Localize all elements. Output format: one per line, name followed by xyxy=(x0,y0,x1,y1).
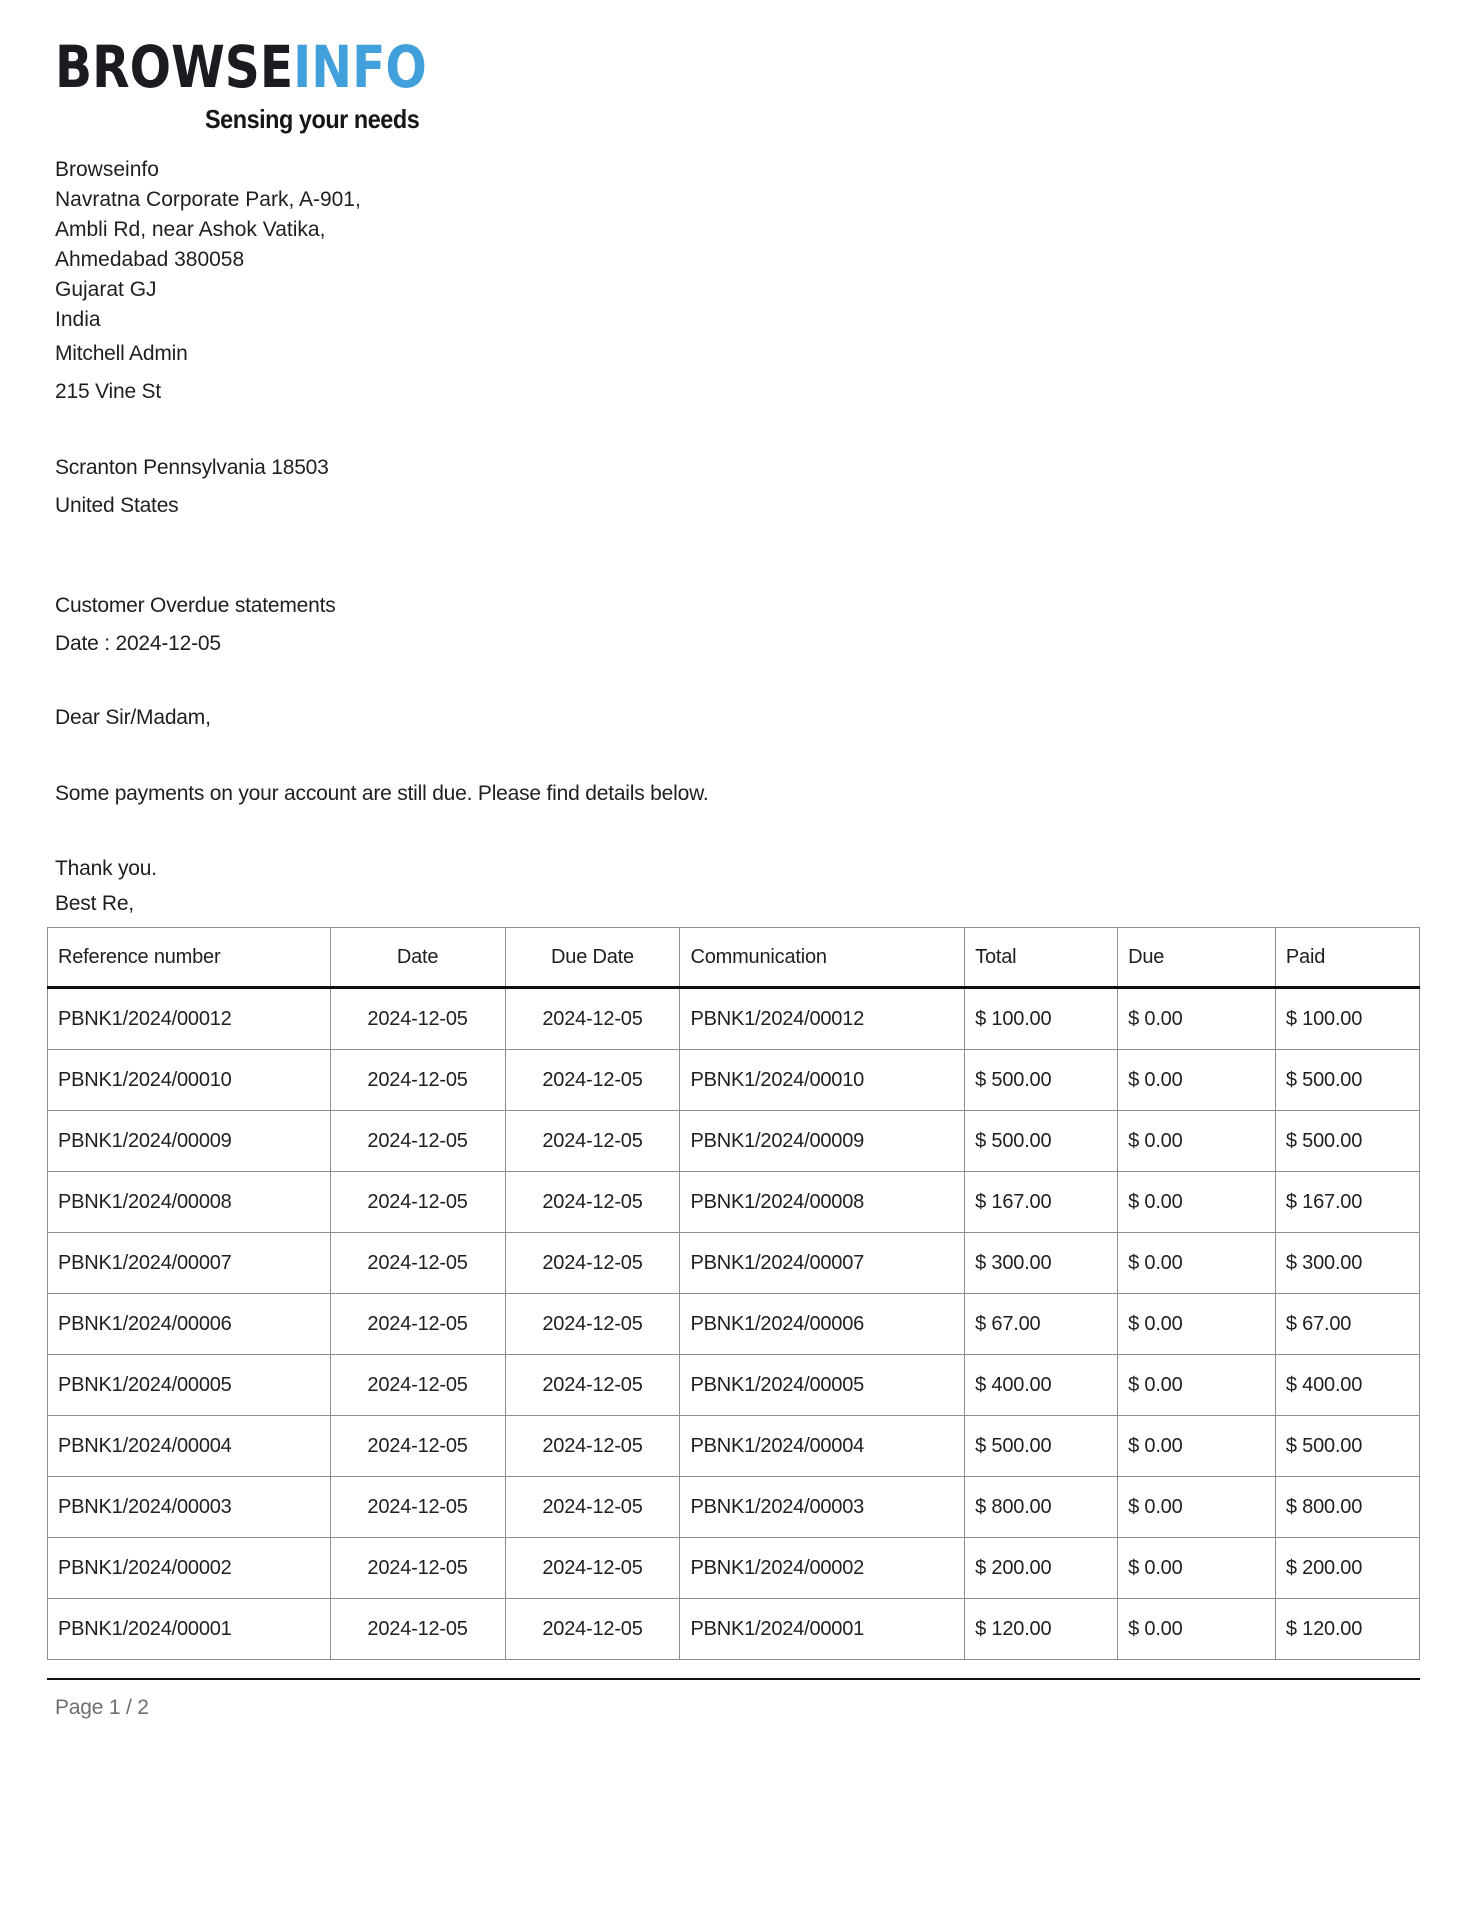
statement-date: Date : 2024-12-05 xyxy=(55,632,221,655)
statement-subject-block xyxy=(55,587,1420,663)
cell-due-date: 2024-12-05 xyxy=(505,1111,680,1172)
table-row xyxy=(48,1111,1420,1172)
statement-body-text: Some payments on your account are still due. Please find details below. xyxy=(55,782,709,805)
cell-paid: $ 400.00 xyxy=(1275,1355,1419,1416)
cell-total: $ 500.00 xyxy=(965,1050,1118,1111)
logo-text-blue: INFO xyxy=(293,33,427,101)
header-date: Date xyxy=(330,928,505,988)
overdue-statement-table xyxy=(47,927,1420,1660)
table-row xyxy=(48,1477,1420,1538)
cell-paid: $ 500.00 xyxy=(1275,1416,1419,1477)
cell-paid: $ 167.00 xyxy=(1275,1172,1419,1233)
table-header-row xyxy=(48,928,1420,988)
table-row xyxy=(48,1172,1420,1233)
cell-total: $ 200.00 xyxy=(965,1538,1118,1599)
cell-due-date: 2024-12-05 xyxy=(505,1233,680,1294)
cell-due: $ 0.00 xyxy=(1118,1599,1276,1660)
cell-total: $ 120.00 xyxy=(965,1599,1118,1660)
company-address-block xyxy=(55,155,1420,335)
cell-due-date: 2024-12-05 xyxy=(505,1050,680,1111)
cell-paid: $ 120.00 xyxy=(1275,1599,1419,1660)
cell-date: 2024-12-05 xyxy=(330,1294,505,1355)
cell-communication: PBNK1/2024/00009 xyxy=(680,1111,965,1172)
cell-date: 2024-12-05 xyxy=(330,1050,505,1111)
cell-date: 2024-12-05 xyxy=(330,1599,505,1660)
cell-communication: PBNK1/2024/00001 xyxy=(680,1599,965,1660)
cell-paid: $ 500.00 xyxy=(1275,1111,1419,1172)
table-row xyxy=(48,1599,1420,1660)
greeting-line: Dear Sir/Madam, xyxy=(55,706,211,729)
cell-total: $ 300.00 xyxy=(965,1233,1118,1294)
cell-total: $ 67.00 xyxy=(965,1294,1118,1355)
cell-total: $ 800.00 xyxy=(965,1477,1118,1538)
cell-due-date: 2024-12-05 xyxy=(505,988,680,1050)
cell-communication: PBNK1/2024/00003 xyxy=(680,1477,965,1538)
customer-country: United States xyxy=(55,494,179,517)
closing-block xyxy=(55,851,1420,921)
customer-address-block xyxy=(55,335,1420,525)
header-communication: Communication xyxy=(680,928,965,988)
header-total: Total xyxy=(965,928,1118,988)
cell-total: $ 500.00 xyxy=(965,1111,1118,1172)
cell-due-date: 2024-12-05 xyxy=(505,1294,680,1355)
cell-date: 2024-12-05 xyxy=(330,1111,505,1172)
cell-paid: $ 800.00 xyxy=(1275,1477,1419,1538)
thank-you-line: Thank you. xyxy=(55,857,157,880)
table-row xyxy=(48,1416,1420,1477)
header-due: Due xyxy=(1118,928,1276,988)
cell-communication: PBNK1/2024/00005 xyxy=(680,1355,965,1416)
cell-communication: PBNK1/2024/00004 xyxy=(680,1416,965,1477)
cell-due: $ 0.00 xyxy=(1118,1538,1276,1599)
signoff-line: Best Re, xyxy=(55,892,134,915)
footer-divider xyxy=(47,1678,1420,1680)
cell-reference-number: PBNK1/2024/00008 xyxy=(48,1172,331,1233)
cell-paid: $ 67.00 xyxy=(1275,1294,1419,1355)
cell-reference-number: PBNK1/2024/00012 xyxy=(48,988,331,1050)
cell-due: $ 0.00 xyxy=(1118,1172,1276,1233)
cell-total: $ 100.00 xyxy=(965,988,1118,1050)
cell-due: $ 0.00 xyxy=(1118,1111,1276,1172)
cell-communication: PBNK1/2024/00002 xyxy=(680,1538,965,1599)
cell-reference-number: PBNK1/2024/00005 xyxy=(48,1355,331,1416)
company-address-line: Gujarat GJ xyxy=(55,278,157,301)
cell-reference-number: PBNK1/2024/00007 xyxy=(48,1233,331,1294)
cell-reference-number: PBNK1/2024/00002 xyxy=(48,1538,331,1599)
table-row xyxy=(48,1294,1420,1355)
logo-text-dark: BROWSE xyxy=(55,33,294,101)
cell-due-date: 2024-12-05 xyxy=(505,1538,680,1599)
cell-due: $ 0.00 xyxy=(1118,1355,1276,1416)
cell-total: $ 400.00 xyxy=(965,1355,1118,1416)
company-name: Browseinfo xyxy=(55,158,159,181)
table-row xyxy=(48,1355,1420,1416)
cell-due: $ 0.00 xyxy=(1118,1233,1276,1294)
logo-tagline: Sensing your needs xyxy=(205,104,420,134)
company-address-line: Ahmedabad 380058 xyxy=(55,248,245,271)
table-row xyxy=(48,1050,1420,1111)
customer-name: Mitchell Admin xyxy=(55,342,188,365)
statement-table-body xyxy=(48,988,1420,1660)
table-row xyxy=(48,1538,1420,1599)
cell-date: 2024-12-05 xyxy=(330,1477,505,1538)
header-paid: Paid xyxy=(1275,928,1419,988)
cell-paid: $ 200.00 xyxy=(1275,1538,1419,1599)
cell-communication: PBNK1/2024/00007 xyxy=(680,1233,965,1294)
cell-communication: PBNK1/2024/00012 xyxy=(680,988,965,1050)
cell-due-date: 2024-12-05 xyxy=(505,1477,680,1538)
cell-paid: $ 500.00 xyxy=(1275,1050,1419,1111)
cell-communication: PBNK1/2024/00008 xyxy=(680,1172,965,1233)
cell-date: 2024-12-05 xyxy=(330,1538,505,1599)
cell-date: 2024-12-05 xyxy=(330,1416,505,1477)
cell-reference-number: PBNK1/2024/00009 xyxy=(48,1111,331,1172)
cell-total: $ 500.00 xyxy=(965,1416,1118,1477)
cell-due: $ 0.00 xyxy=(1118,1477,1276,1538)
company-address-line: India xyxy=(55,308,101,331)
cell-due: $ 0.00 xyxy=(1118,1050,1276,1111)
cell-reference-number: PBNK1/2024/00006 xyxy=(48,1294,331,1355)
cell-due-date: 2024-12-05 xyxy=(505,1172,680,1233)
statement-title: Customer Overdue statements xyxy=(55,594,336,617)
cell-reference-number: PBNK1/2024/00010 xyxy=(48,1050,331,1111)
table-row xyxy=(48,1233,1420,1294)
company-address-line: Navratna Corporate Park, A-901, xyxy=(55,188,361,211)
customer-city-line: Scranton Pennsylvania 18503 xyxy=(55,456,329,479)
cell-due-date: 2024-12-05 xyxy=(505,1416,680,1477)
cell-reference-number: PBNK1/2024/00004 xyxy=(48,1416,331,1477)
cell-due: $ 0.00 xyxy=(1118,988,1276,1050)
cell-date: 2024-12-05 xyxy=(330,1233,505,1294)
cell-total: $ 167.00 xyxy=(965,1172,1118,1233)
cell-date: 2024-12-05 xyxy=(330,1172,505,1233)
customer-street: 215 Vine St xyxy=(55,380,161,403)
cell-communication: PBNK1/2024/00010 xyxy=(680,1050,965,1111)
cell-date: 2024-12-05 xyxy=(330,988,505,1050)
cell-paid: $ 300.00 xyxy=(1275,1233,1419,1294)
cell-due-date: 2024-12-05 xyxy=(505,1599,680,1660)
cell-paid: $ 100.00 xyxy=(1275,988,1419,1050)
company-address-line: Ambli Rd, near Ashok Vatika, xyxy=(55,218,326,241)
cell-due: $ 0.00 xyxy=(1118,1416,1276,1477)
cell-communication: PBNK1/2024/00006 xyxy=(680,1294,965,1355)
header-reference-number: Reference number xyxy=(48,928,331,988)
cell-reference-number: PBNK1/2024/00001 xyxy=(48,1599,331,1660)
cell-reference-number: PBNK1/2024/00003 xyxy=(48,1477,331,1538)
header-due-date: Due Date xyxy=(505,928,680,988)
company-logo xyxy=(55,33,1202,101)
cell-date: 2024-12-05 xyxy=(330,1355,505,1416)
spacer xyxy=(55,411,1420,449)
cell-due-date: 2024-12-05 xyxy=(505,1355,680,1416)
page-number: Page 1 / 2 xyxy=(55,1696,149,1719)
cell-due: $ 0.00 xyxy=(1118,1294,1276,1355)
table-row xyxy=(48,988,1420,1050)
